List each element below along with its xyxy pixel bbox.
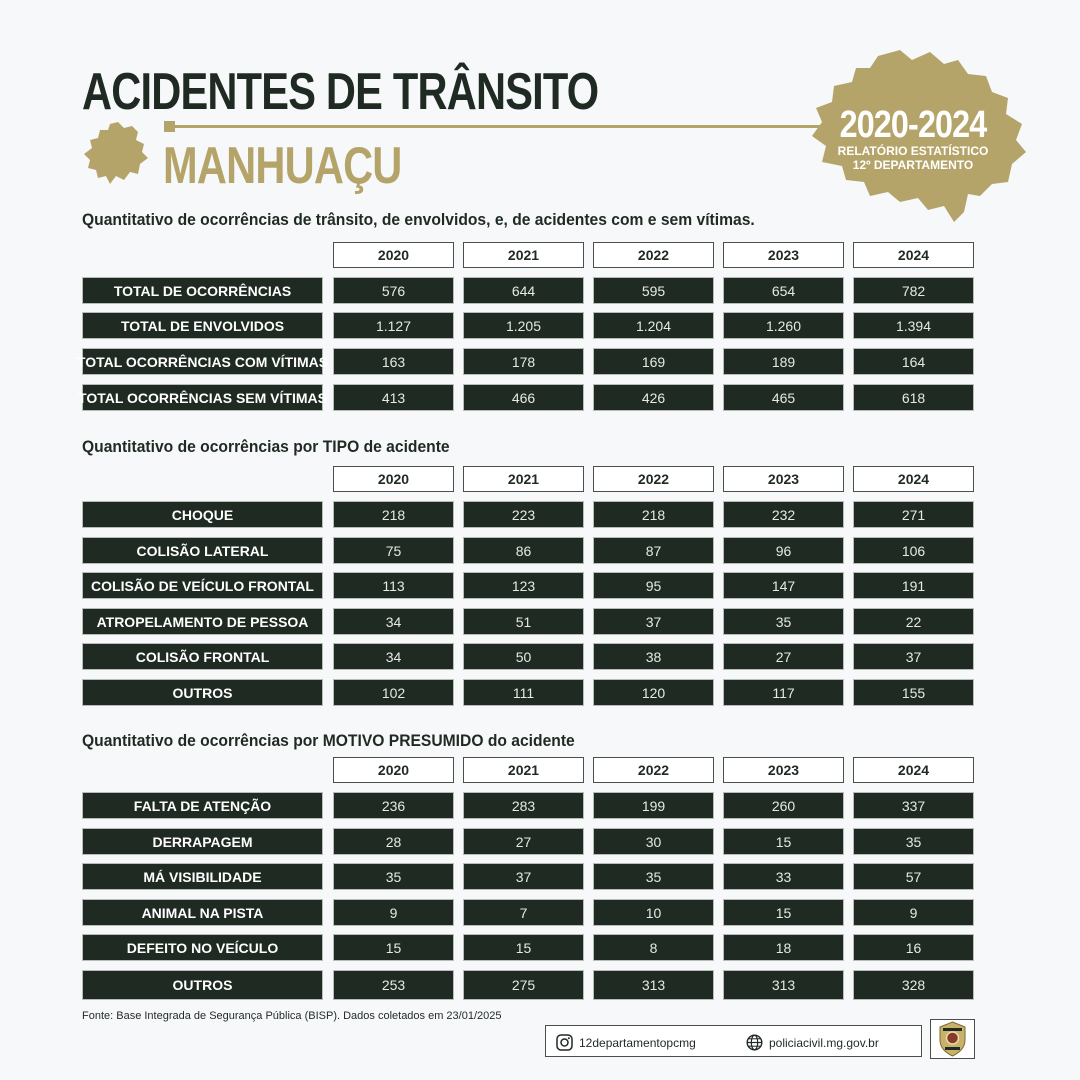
table-cell: 413 [333, 384, 454, 411]
column-header-year: 2023 [723, 242, 844, 268]
table-cell: 313 [723, 970, 844, 1000]
table-cell: 50 [463, 643, 584, 670]
table-cell: 51 [463, 608, 584, 635]
table-cell: 654 [723, 277, 844, 304]
table-cell: 232 [723, 501, 844, 528]
table-cell: 37 [853, 643, 974, 670]
table-cell: 75 [333, 537, 454, 564]
row-label: ATROPELAMENTO DE PESSOA [82, 608, 323, 635]
page-subtitle: MANHUAÇU [163, 137, 402, 195]
table-cell: 218 [333, 501, 454, 528]
row-label: DEFEITO NO VEÍCULO [82, 934, 323, 961]
police-seal-frame [930, 1019, 975, 1059]
table-cell: 111 [463, 679, 584, 706]
website-url: policiacivil.mg.gov.br [769, 1035, 879, 1050]
table-cell: 37 [463, 863, 584, 890]
row-label: ANIMAL NA PISTA [82, 899, 323, 926]
table-cell: 30 [593, 828, 714, 855]
table-cell: 275 [463, 970, 584, 1000]
table-cell: 123 [463, 572, 584, 599]
table-cell: 37 [593, 608, 714, 635]
page-title: ACIDENTES DE TRÂNSITO [82, 63, 599, 121]
column-header-year: 2023 [723, 757, 844, 783]
table-cell: 15 [333, 934, 454, 961]
column-header-year: 2020 [333, 757, 454, 783]
row-label: CHOQUE [82, 501, 323, 528]
globe-icon [746, 1034, 763, 1051]
table-cell: 782 [853, 277, 974, 304]
table-cell: 1.127 [333, 312, 454, 339]
report-years: 2020-2024 [839, 104, 987, 146]
column-header-year: 2021 [463, 466, 584, 492]
table-cell: 117 [723, 679, 844, 706]
section-title: Quantitativo de ocorrências por TIPO de acidente [82, 437, 450, 456]
table-cell: 96 [723, 537, 844, 564]
table-cell: 260 [723, 792, 844, 819]
table-cell: 35 [593, 863, 714, 890]
table-cell: 199 [593, 792, 714, 819]
table-cell: 313 [593, 970, 714, 1000]
column-header-year: 2024 [853, 757, 974, 783]
table-cell: 1.204 [593, 312, 714, 339]
column-header-year: 2022 [593, 242, 714, 268]
column-header-year: 2024 [853, 242, 974, 268]
row-label: TOTAL OCORRÊNCIAS COM VÍTIMAS [82, 348, 323, 375]
row-label: TOTAL DE ENVOLVIDOS [82, 312, 323, 339]
instagram-handle: 12departamentopcmg [579, 1035, 696, 1050]
table-cell: 27 [723, 643, 844, 670]
row-label: FALTA DE ATENÇÃO [82, 792, 323, 819]
table-cell: 10 [593, 899, 714, 926]
table-cell: 163 [333, 348, 454, 375]
column-header-year: 2022 [593, 466, 714, 492]
report-label: RELATÓRIO ESTATÍSTICO [837, 144, 989, 158]
table-cell: 164 [853, 348, 974, 375]
table-cell: 38 [593, 643, 714, 670]
row-label: COLISÃO LATERAL [82, 537, 323, 564]
row-label: COLISÃO DE VEÍCULO FRONTAL [82, 572, 323, 599]
table-cell: 22 [853, 608, 974, 635]
table-cell: 102 [333, 679, 454, 706]
table-cell: 34 [333, 643, 454, 670]
table-cell: 618 [853, 384, 974, 411]
table-cell: 15 [723, 828, 844, 855]
column-header-year: 2024 [853, 466, 974, 492]
table-cell: 33 [723, 863, 844, 890]
row-label: COLISÃO FRONTAL [82, 643, 323, 670]
table-cell: 236 [333, 792, 454, 819]
table-cell: 253 [333, 970, 454, 1000]
table-cell: 35 [853, 828, 974, 855]
table-cell: 155 [853, 679, 974, 706]
table-cell: 178 [463, 348, 584, 375]
table-cell: 595 [593, 277, 714, 304]
table-cell: 86 [463, 537, 584, 564]
column-header-year: 2021 [463, 242, 584, 268]
table-cell: 9 [853, 899, 974, 926]
table-cell: 34 [333, 608, 454, 635]
row-label: TOTAL OCORRÊNCIAS SEM VÍTIMAS [82, 384, 323, 411]
table-cell: 15 [723, 899, 844, 926]
table-cell: 644 [463, 277, 584, 304]
instagram-link[interactable] [556, 1034, 696, 1051]
table-cell: 189 [723, 348, 844, 375]
table-cell: 169 [593, 348, 714, 375]
row-label: TOTAL DE OCORRÊNCIAS [82, 277, 323, 304]
table-cell: 576 [333, 277, 454, 304]
table-cell: 1.260 [723, 312, 844, 339]
column-header-year: 2023 [723, 466, 844, 492]
table-cell: 218 [593, 501, 714, 528]
table-cell: 15 [463, 934, 584, 961]
region-map-icon [80, 118, 152, 190]
table-cell: 147 [723, 572, 844, 599]
table-cell: 9 [333, 899, 454, 926]
department-label: 12º DEPARTAMENTO [852, 158, 974, 172]
row-label: OUTROS [82, 679, 323, 706]
table-cell: 223 [463, 501, 584, 528]
title-divider [172, 125, 837, 128]
section-title: Quantitativo de ocorrências de trânsito, de envolvidos, e, de acidentes com e sem vítimas. [82, 210, 755, 229]
table-cell: 95 [593, 572, 714, 599]
table-cell: 328 [853, 970, 974, 1000]
footer-contacts [545, 1025, 922, 1057]
column-header-year: 2022 [593, 757, 714, 783]
column-header-year: 2021 [463, 757, 584, 783]
section-title: Quantitativo de ocorrências por MOTIVO PRESUMIDO do acidente [82, 731, 575, 750]
table-cell: 465 [723, 384, 844, 411]
table-cell: 8 [593, 934, 714, 961]
table-cell: 28 [333, 828, 454, 855]
table-cell: 466 [463, 384, 584, 411]
table-cell: 426 [593, 384, 714, 411]
table-cell: 120 [593, 679, 714, 706]
table-cell: 283 [463, 792, 584, 819]
table-cell: 16 [853, 934, 974, 961]
row-label: OUTROS [82, 970, 323, 1000]
row-label: DERRAPAGEM [82, 828, 323, 855]
table-cell: 57 [853, 863, 974, 890]
table-cell: 113 [333, 572, 454, 599]
table-cell: 271 [853, 501, 974, 528]
table-cell: 191 [853, 572, 974, 599]
table-cell: 337 [853, 792, 974, 819]
data-source-note: Fonte: Base Integrada de Segurança Pública (BISP). Dados coletados em 23/01/2025 [82, 1010, 502, 1022]
table-cell: 1.394 [853, 312, 974, 339]
row-label: MÁ VISIBILIDADE [82, 863, 323, 890]
table-cell: 27 [463, 828, 584, 855]
column-header-year: 2020 [333, 242, 454, 268]
table-cell: 35 [723, 608, 844, 635]
table-cell: 87 [593, 537, 714, 564]
instagram-icon [556, 1034, 573, 1051]
table-cell: 106 [853, 537, 974, 564]
table-cell: 35 [333, 863, 454, 890]
table-cell: 1.205 [463, 312, 584, 339]
table-cell: 18 [723, 934, 844, 961]
column-header-year: 2020 [333, 466, 454, 492]
table-cell: 7 [463, 899, 584, 926]
police-badge-icon [931, 1020, 974, 1058]
website-link[interactable] [746, 1034, 879, 1051]
